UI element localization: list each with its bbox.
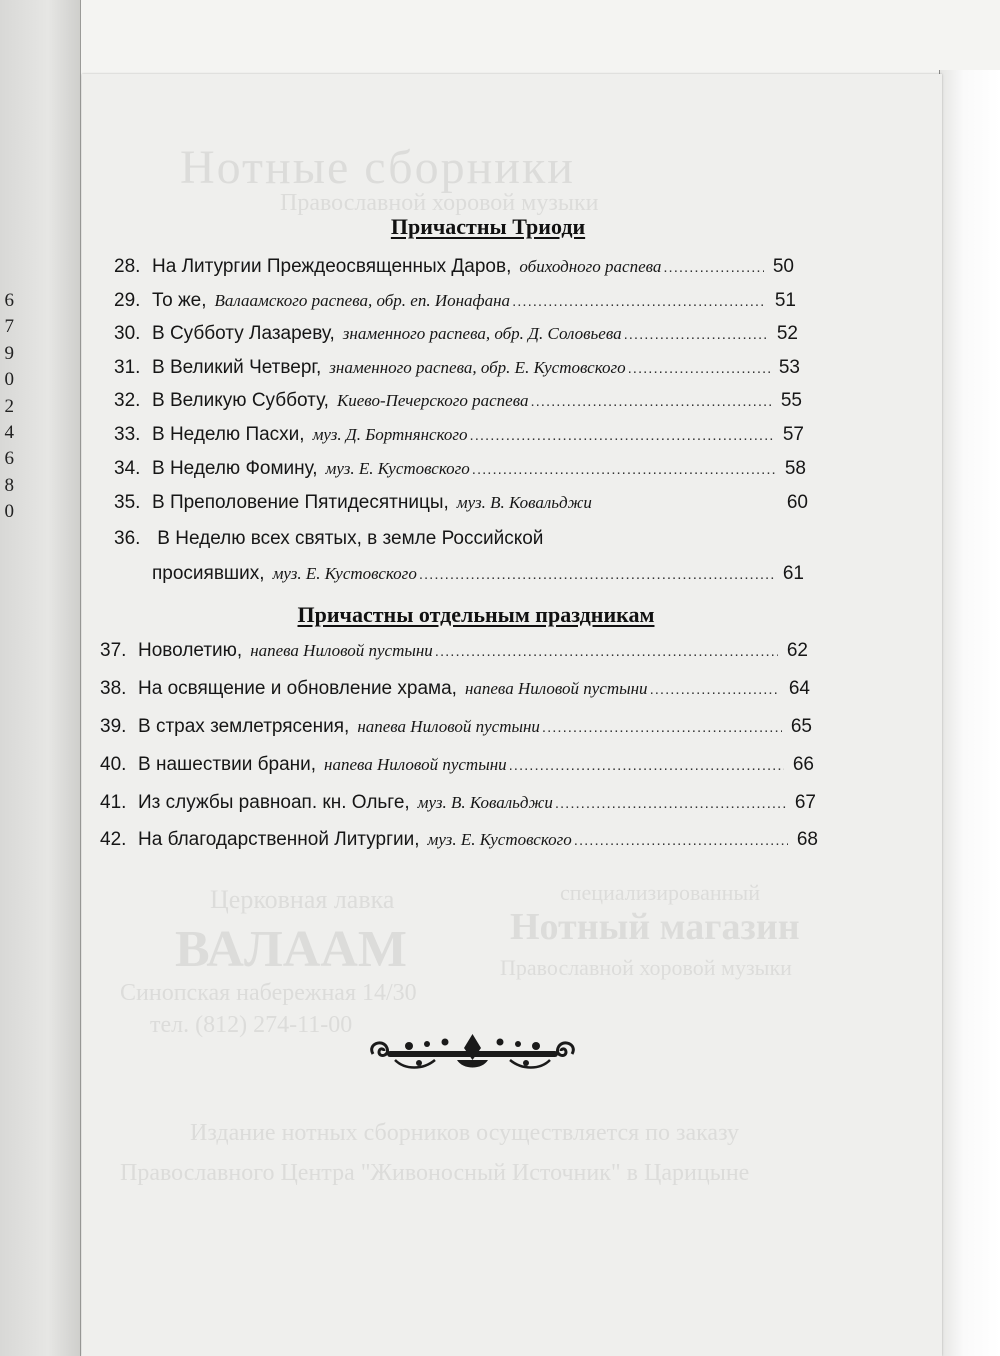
toc-entry: 40. В нашествии брани, напева Ниловой пустыни ..... 66	[100, 754, 814, 776]
dot-leader	[512, 293, 766, 310]
dot-leader	[555, 795, 786, 812]
dot-leader	[509, 757, 784, 774]
dot-leader	[435, 643, 778, 660]
dot-leader	[542, 719, 782, 736]
toc-entry: 42. На благодарственной Литургии, муз. Е. Кустовского ..... 68	[100, 829, 818, 851]
toc-entry: 41. Из службы равноап. кн. Ольге, муз. В. Ковальджи ..... 67	[100, 792, 816, 814]
dot-leader	[574, 832, 788, 849]
dot-leader	[650, 681, 780, 698]
dot-leader	[624, 326, 768, 343]
toc-entry: 37. Новолетию, напева Ниловой пустыни ..... 62	[100, 640, 808, 662]
section-title-triodi: Причастны Триоди	[390, 214, 586, 239]
section-title-holidays: Причастны отдельным праздникам	[297, 602, 655, 627]
dot-leader	[628, 360, 770, 377]
dot-leader	[419, 566, 774, 583]
toc-entry-continuation: просиявших, муз. Е. Кустовского ..... 61	[148, 563, 804, 585]
toc-entry: 38. На освящение и обновление храма, напева Ниловой пустыни ..... 64	[100, 678, 810, 700]
dot-leader	[470, 427, 774, 444]
toc-entry: 35. В Преполовение Пятидесятницы, муз. В. Ковальджи 60	[114, 492, 808, 513]
previous-page-edge	[0, 0, 81, 1356]
dot-leader	[530, 393, 772, 410]
toc-entry: 31. В Великий Четверг, знаменного распева, обр. Е. Кустовского ..... 53	[114, 357, 800, 379]
dot-leader	[663, 259, 764, 276]
toc-entry: 33. В Неделю Пасхи, муз. Д. Бортнянского ..... 57	[114, 424, 804, 446]
previous-page-numbers: 6 7 9 0 2 4 6 8 0	[4, 290, 14, 523]
ornament-divider	[365, 1030, 580, 1074]
toc-entry: 29. То же, Валаамского распева, обр. еп. Ионафана ..... 51	[114, 290, 796, 312]
toc-entry: 34. В Неделю Фомину, муз. Е. Кустовского ..... 58	[114, 458, 806, 480]
toc-entry: 30. В Субботу Лазареву, знаменного распева, обр. Д. Соловьева ..... 52	[114, 323, 798, 345]
toc-entry: 28. На Литургии Преждеосвященных Даров, обиходного распева ..... 50	[114, 256, 794, 278]
dot-leader	[472, 461, 776, 478]
toc-entry: 32. В Великую Субботу, Киево-Печерского распева ..... 55	[114, 390, 802, 412]
next-pages-edge	[939, 70, 1000, 1356]
toc-entry: 39. В страх землетрясения, напева Ниловой пустыни ..... 65	[100, 716, 812, 738]
toc-entry-first-line: 36. В Неделю всех святых, в земле Российской	[114, 528, 544, 549]
